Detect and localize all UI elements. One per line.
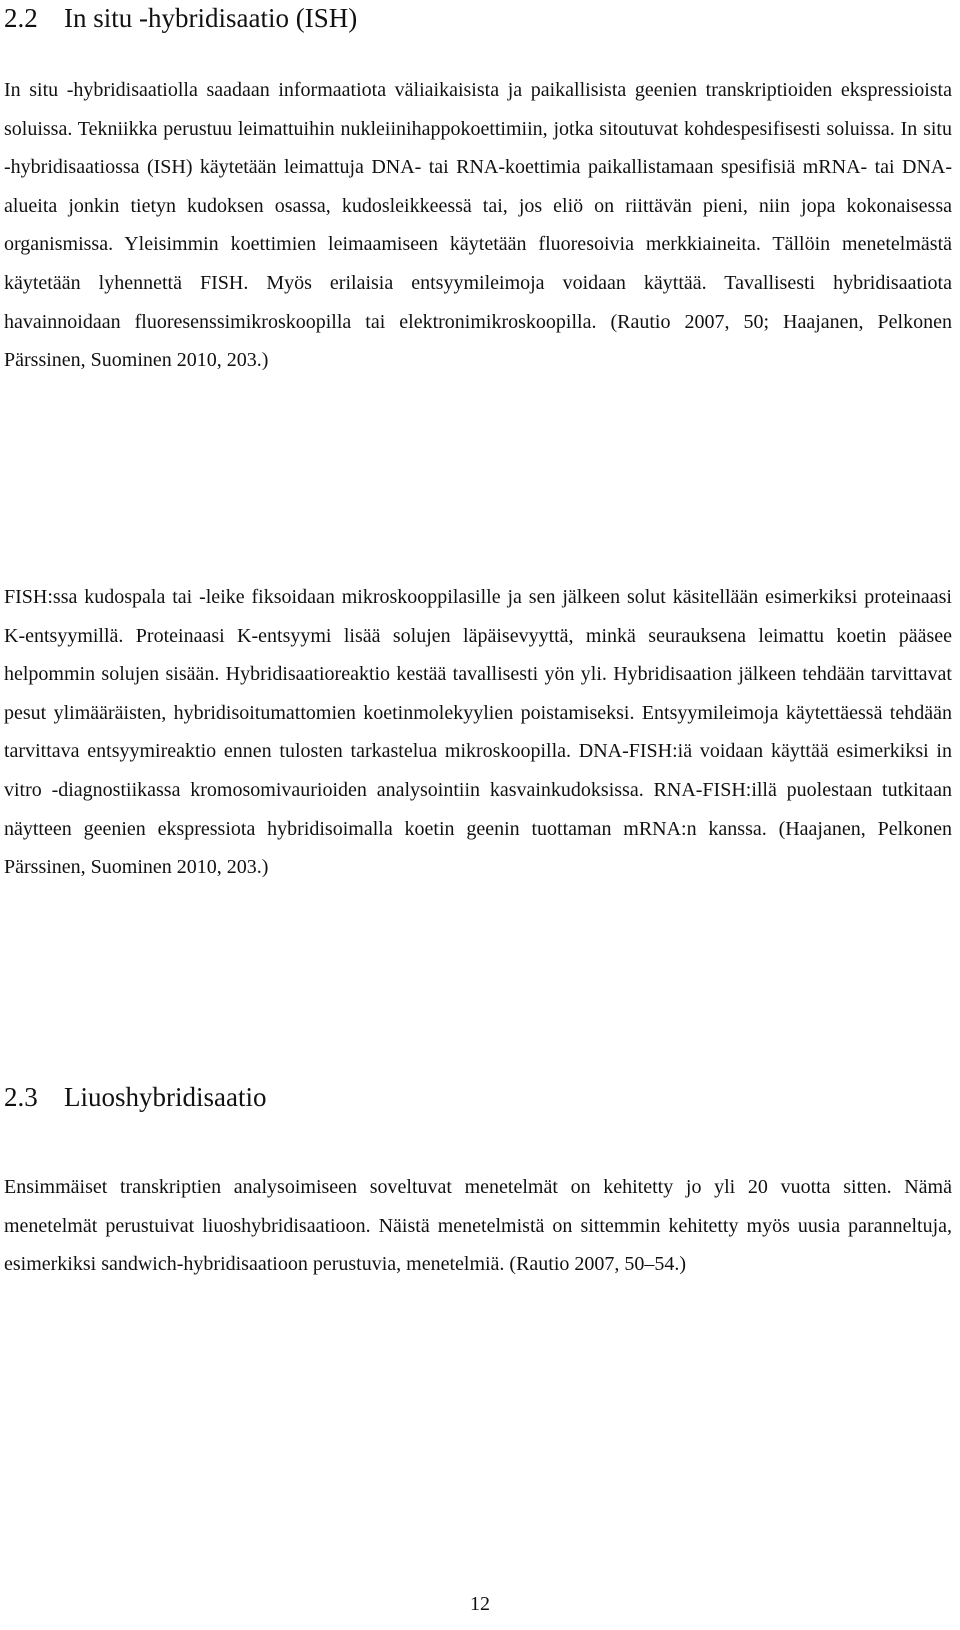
page-number: 12 — [470, 1593, 490, 1615]
section-title: Liuoshybridisaatio — [64, 1082, 267, 1112]
section-heading-2-3 — [4, 1081, 266, 1113]
paragraph-fish-procedure: FISH:ssa kudospala tai -leike fiksoidaan mikroskooppilasille ja sen jälkeen solut käsitellään esimerkiksi proteinaasi K-entsyymillä. Proteinaasi K-entsyymi lisää solujen läpäisevyyttä, minkä seurauksena leimattu koetin pääsee helpommin solujen sisään. Hybridisaatioreaktio kestää tavallisesti yön yli. Hybridisaation jälkeen tehdään tarvittavat pesut ylimääräisten, hybridisoitumattomien koetinmolekyylien poistamiseksi. Entsyymileimoja käytettäessä tehdään tarvittava entsyymireaktio ennen tulosten tarkastelua mikroskoopilla. DNA-FISH:iä voidaan käyttää esimerkiksi in vitro -diagnostiikassa kromosomivaurioiden analysointiin kasvainkudoksissa. RNA-FISH:illä puolestaan tutkitaan näytteen geenien ekspressiota hybridisoimalla koetin geenin tuottaman mRNA:n kanssa. (Haajanen, Pelkonen Pärssinen, Suominen 2010, 203.) — [4, 586, 952, 879]
section-title: In situ -hybridisaatio (ISH) — [64, 3, 358, 33]
section-number: 2.3 — [4, 1082, 38, 1112]
paragraph-ish-intro: In situ -hybridisaatiolla saadaan informaatiota väliaikaisista ja paikallisista geenien transkriptioiden ekspressioista soluissa. Tekniikka perustuu leimattuihin nukleiinihappokoettimiin, jotka sitoutuvat kohdespesifisesti soluissa. In situ -hybridisaatiossa (ISH) käytetään leimattuja DNA- tai RNA-koettimia paikallistamaan spesifisiä mRNA- tai DNA-alueita jonkin tietyn kudoksen osassa, kudosleikkeessä tai, jos eliö on riittävän pieni, niin jopa kokonaisessa organismissa. Yleisimmin koettimien leimaamiseen käytetään fluoresoivia merkkiaineita. Tällöin menetelmästä käytetään lyhennettä FISH. Myös erilaisia entsyymileimoja voidaan käyttää. Tavallisesti hybridisaatiota havainnoidaan fluoresenssimikroskoopilla tai elektronimikroskoopilla. (Rautio 2007, 50; Haajanen, Pelkonen Pärssinen, Suominen 2010, 203.) — [4, 79, 952, 372]
section-heading-2-2 — [4, 2, 357, 34]
section-number: 2.2 — [4, 3, 38, 33]
paragraph-solution-hybridisation: Ensimmäiset transkriptien analysoimiseen soveltuvat menetelmät on kehitetty jo yli 20 vuotta sitten. Nämä menetelmät perustuivat liuoshybridisaatioon. Näistä menetelmistä on sittemmin kehitetty myös uusia paranneltuja, esimerkiksi sandwich-hybridisaatioon perustuvia, menetelmiä. (Rautio 2007, 50–54.) — [4, 1176, 952, 1276]
